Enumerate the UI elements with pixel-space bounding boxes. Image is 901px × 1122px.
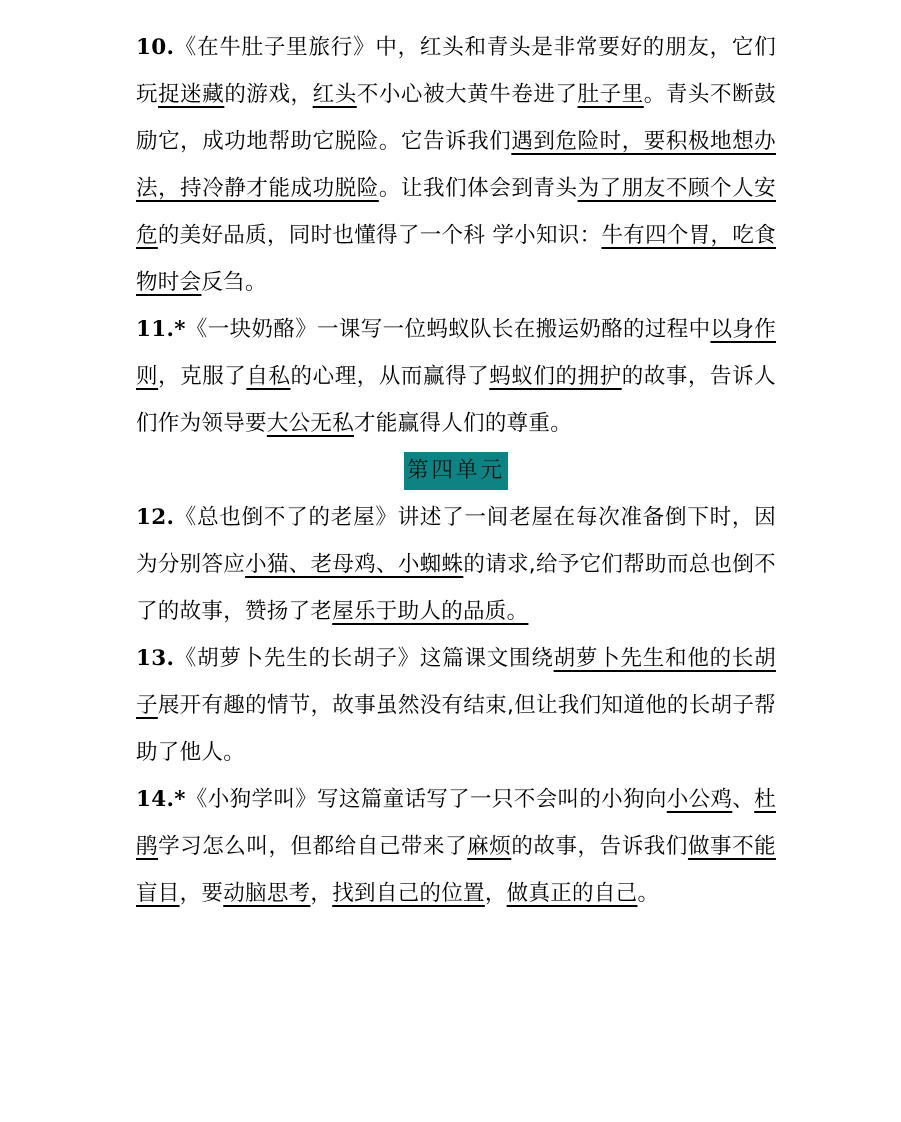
text-segment: 。 bbox=[637, 881, 660, 906]
underlined-text: 遇到危险时，要积极地想办法，持冷静才能成功脱险 bbox=[136, 129, 776, 201]
text-segment: 不小心被大黄牛卷进了 bbox=[356, 82, 578, 107]
underlined-text: 做事不能盲目 bbox=[136, 834, 776, 906]
text-segment: 《在牛肚子里旅行》中，红头和青头是非常要好的朋友，它们玩 bbox=[136, 35, 776, 107]
text-segment: 《一块奶酪》一课写一位蚂蚁队长在搬运奶酪的过程中 bbox=[185, 317, 711, 342]
underlined-text: 红头 bbox=[312, 82, 357, 107]
paragraph-14 bbox=[136, 776, 776, 917]
underlined-text: 找到自己的位置 bbox=[332, 881, 485, 906]
underlined-text: 捉迷藏 bbox=[158, 82, 225, 107]
paragraph-11 bbox=[136, 306, 776, 447]
text-segment: 的美好品质，同时也懂得了一个科 学小知识： bbox=[157, 223, 602, 248]
text-segment: ，克服了 bbox=[158, 364, 247, 389]
underlined-text: 自私 bbox=[246, 364, 291, 389]
item-number: 14.* bbox=[136, 787, 186, 812]
underlined-text: 做真正的自己 bbox=[506, 881, 638, 906]
paragraph-12 bbox=[136, 494, 776, 635]
underlined-text: 小公鸡 bbox=[666, 787, 733, 812]
text-segment: ，要 bbox=[179, 881, 224, 906]
item-number: 10. bbox=[136, 35, 175, 60]
underlined-text: 屋乐于助人的品质。 bbox=[332, 599, 529, 624]
text-segment: 。让我们体会到青头 bbox=[378, 176, 578, 201]
underlined-text: 杜鹃 bbox=[136, 787, 776, 859]
text-segment: 的请求,给予它们帮助而总也倒不了的故事，赞扬了老 bbox=[136, 552, 776, 624]
text-segment: 、 bbox=[732, 787, 755, 812]
unit-heading: 第四单元 bbox=[404, 452, 508, 490]
text-segment: ， bbox=[484, 881, 507, 906]
text-segment: 的故事，告诉我们 bbox=[511, 834, 688, 859]
text-segment: 《总也倒不了的老屋》讲述了一间老屋在每次准备倒下时，因为分别答应 bbox=[136, 505, 776, 577]
text-segment: 的心理，从而赢得了 bbox=[290, 364, 490, 389]
underlined-text: 胡萝卜先生和他的长胡子 bbox=[136, 646, 776, 718]
underlined-text: 牛有四个胃，吃食物时会 bbox=[136, 223, 776, 295]
page-content bbox=[136, 24, 776, 917]
underlined-text: 以身作则 bbox=[136, 317, 776, 389]
text-segment: ， bbox=[310, 881, 333, 906]
text-segment: 反刍。 bbox=[201, 270, 267, 295]
underlined-text: 动脑思考 bbox=[223, 881, 311, 906]
text-segment: 的游戏， bbox=[224, 82, 313, 107]
underlined-text: 小猫、老母鸡、小蜘蛛 bbox=[245, 552, 464, 577]
underlined-text: 大公无私 bbox=[266, 411, 355, 436]
text-segment: 才能赢得人们的尊重。 bbox=[354, 411, 573, 436]
paragraph-13 bbox=[136, 635, 776, 776]
text-segment: 《胡萝卜先生的长胡子》这篇课文围绕 bbox=[174, 646, 554, 671]
text-segment: 。青头不断鼓励它，成功地帮助它脱险。它告诉我们 bbox=[136, 82, 776, 154]
text-segment: 学习怎么叫，但都给自己带来了 bbox=[158, 834, 468, 859]
item-number: 11.* bbox=[136, 317, 186, 342]
underlined-text: 麻烦 bbox=[467, 834, 512, 859]
text-segment: 《小狗学叫》写这篇童话写了一只不会叫的小狗向 bbox=[185, 787, 667, 812]
text-segment: 的故事，告诉人们作为领导要 bbox=[136, 364, 776, 436]
text-segment: 展开有趣的情节，故事虽然没有结束,但让我们知道他的长胡子帮助了他人。 bbox=[136, 693, 776, 765]
item-number: 12. bbox=[136, 505, 175, 530]
underlined-text: 肚子里 bbox=[577, 82, 644, 107]
item-number: 13. bbox=[136, 646, 175, 671]
paragraph-10 bbox=[136, 24, 776, 306]
underlined-text: 为了朋友不顾个人安危 bbox=[136, 176, 776, 248]
unit-heading-row bbox=[136, 447, 776, 494]
underlined-text: 蚂蚁们的拥护 bbox=[489, 364, 622, 389]
